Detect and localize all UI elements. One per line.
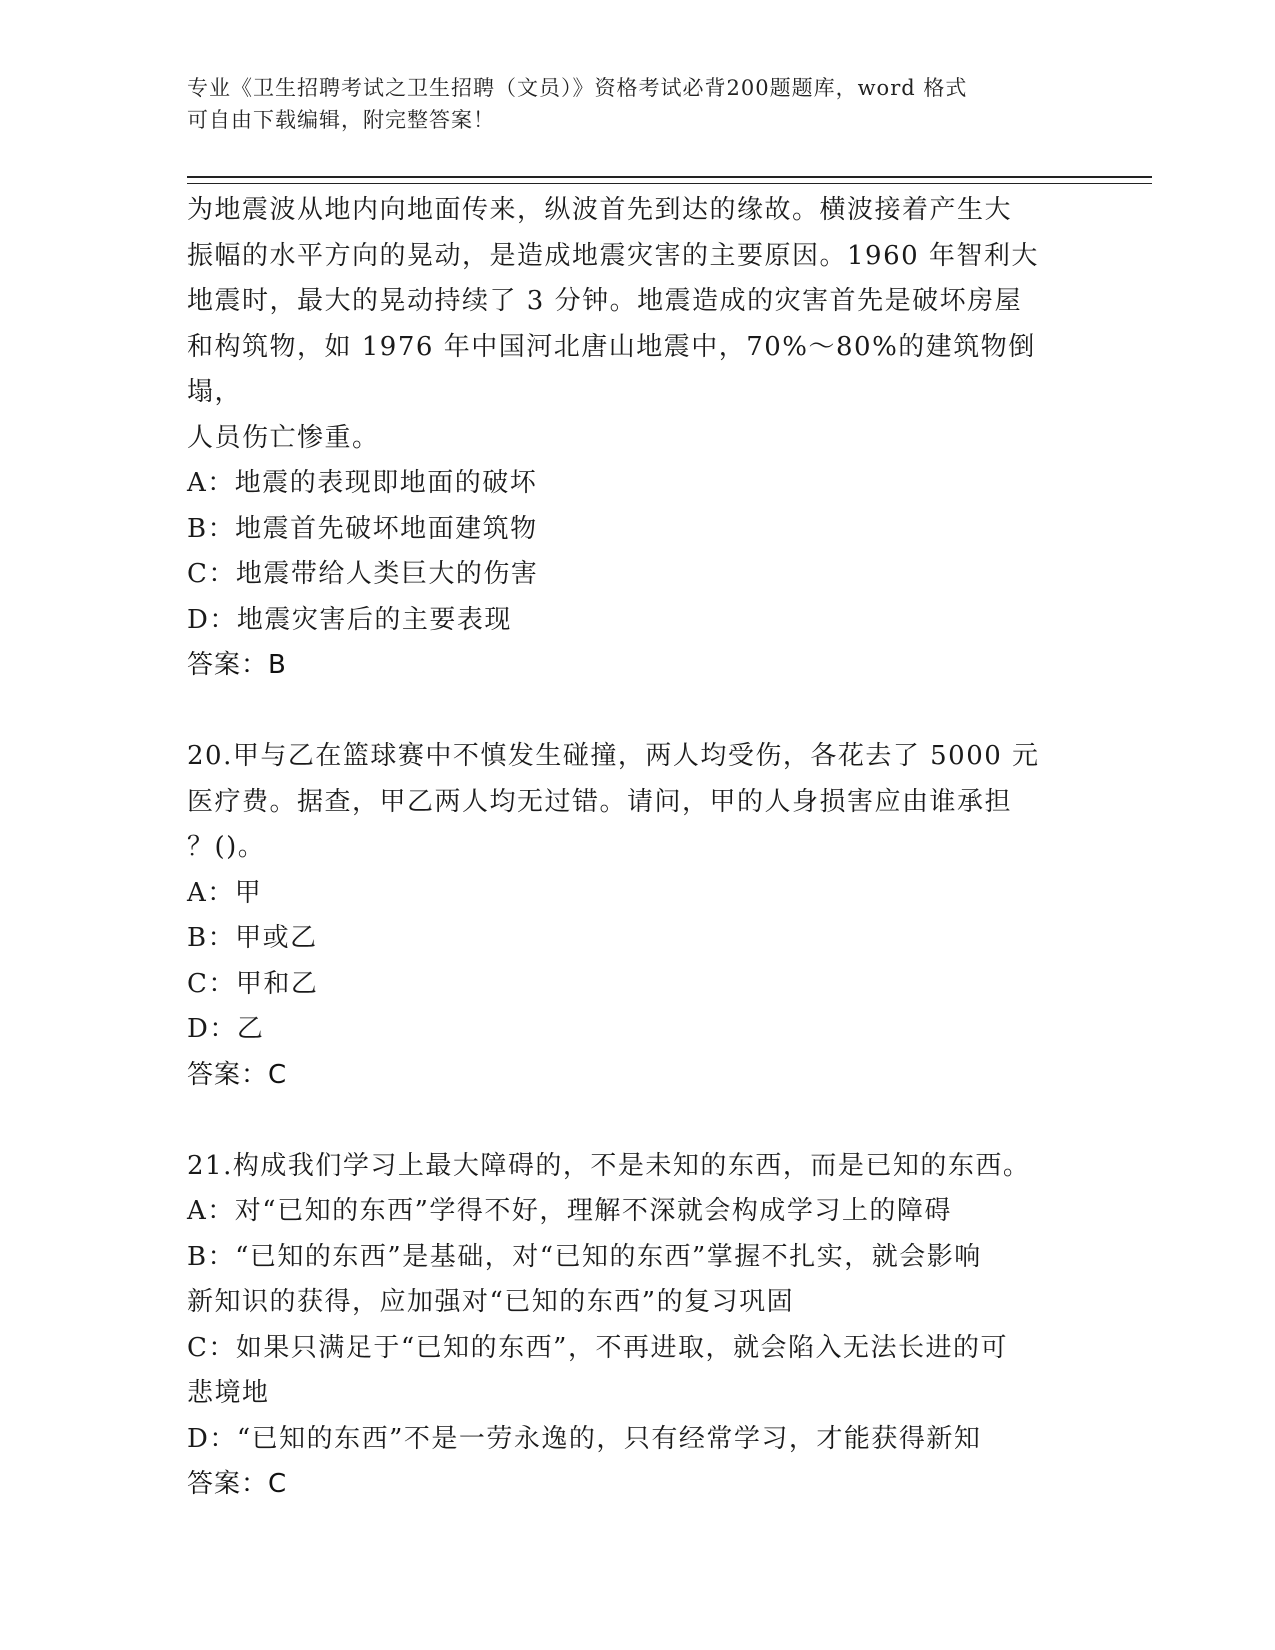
option-b-continued: 新知识的获得，应加强对“已知的东西”的复习巩固 [187, 1287, 795, 1317]
option-d: D：地震灾害后的主要表现 [187, 604, 512, 635]
question-text-line: 医疗费。据查，甲乙两人均无过错。请问，甲的人身损害应由谁承担 [187, 786, 1013, 817]
spacer [187, 1098, 1067, 1144]
question-text-line: 20.甲与乙在篮球赛中不慎发生碰撞，两人均受伤，各花去了 5000 元 [187, 741, 1040, 771]
question-text-line: 人员伤亡惨重。 [187, 422, 380, 453]
option-a: A：甲 [187, 877, 263, 908]
document-body [187, 188, 1067, 1508]
question-20 [187, 734, 1067, 1098]
header-line-1: 专业《卫生招聘考试之卫生招聘（文员）》资格考试必背200题题库，word 格式 [187, 76, 968, 100]
option-c: C：如果只满足于“已知的东西”，不再进取，就会陷入无法长进的可 [187, 1332, 1008, 1363]
option-c: C：地震带给人类巨大的伤害 [187, 559, 539, 589]
option-b: B：“已知的东西”是基础，对“已知的东西”掌握不扎实，就会影响 [187, 1241, 982, 1272]
option-d: D：乙 [187, 1014, 265, 1044]
question-text-line: ？()。 [187, 832, 266, 862]
option-a: A：对“已知的东西”学得不好，理解不深就会构成学习上的障碍 [187, 1196, 952, 1226]
header-divider [187, 176, 1152, 184]
answer-line: 答案：C [187, 1469, 288, 1499]
question-text-line: 21.构成我们学习上最大障碍的，不是未知的东西，而是已知的东西。 [187, 1150, 1031, 1181]
option-d: D：“已知的东西”不是一劳永逸的，只有经常学习，才能获得新知 [187, 1423, 982, 1454]
document-header [187, 72, 1067, 136]
question-text-line: 地震时，最大的晃动持续了 3 分钟。地震造成的灾害首先是破坏房屋 [187, 286, 1023, 316]
answer-line: 答案：B [187, 650, 287, 680]
question-text-line: 振幅的水平方向的晃动，是造成地震灾害的主要原因。1960 年智利大 [187, 240, 1039, 271]
question-text-line: 为地震波从地内向地面传来，纵波首先到达的缘故。横波接着产生大 [187, 195, 1013, 225]
option-c-continued: 悲境地 [187, 1378, 270, 1408]
option-a: A：地震的表现即地面的破坏 [187, 468, 538, 498]
option-c: C：甲和乙 [187, 968, 319, 999]
header-line-2: 可自由下载编辑，附完整答案！ [187, 108, 495, 132]
option-b: B：地震首先破坏地面建筑物 [187, 513, 538, 544]
question-text-line: 和构筑物，如 1976 年中国河北唐山地震中，70%～80%的建筑物倒塌， [187, 331, 1036, 407]
answer-line: 答案：C [187, 1059, 288, 1090]
question-19 [187, 188, 1067, 689]
option-b: B：甲或乙 [187, 923, 318, 953]
spacer [187, 689, 1067, 735]
question-21 [187, 1144, 1067, 1508]
